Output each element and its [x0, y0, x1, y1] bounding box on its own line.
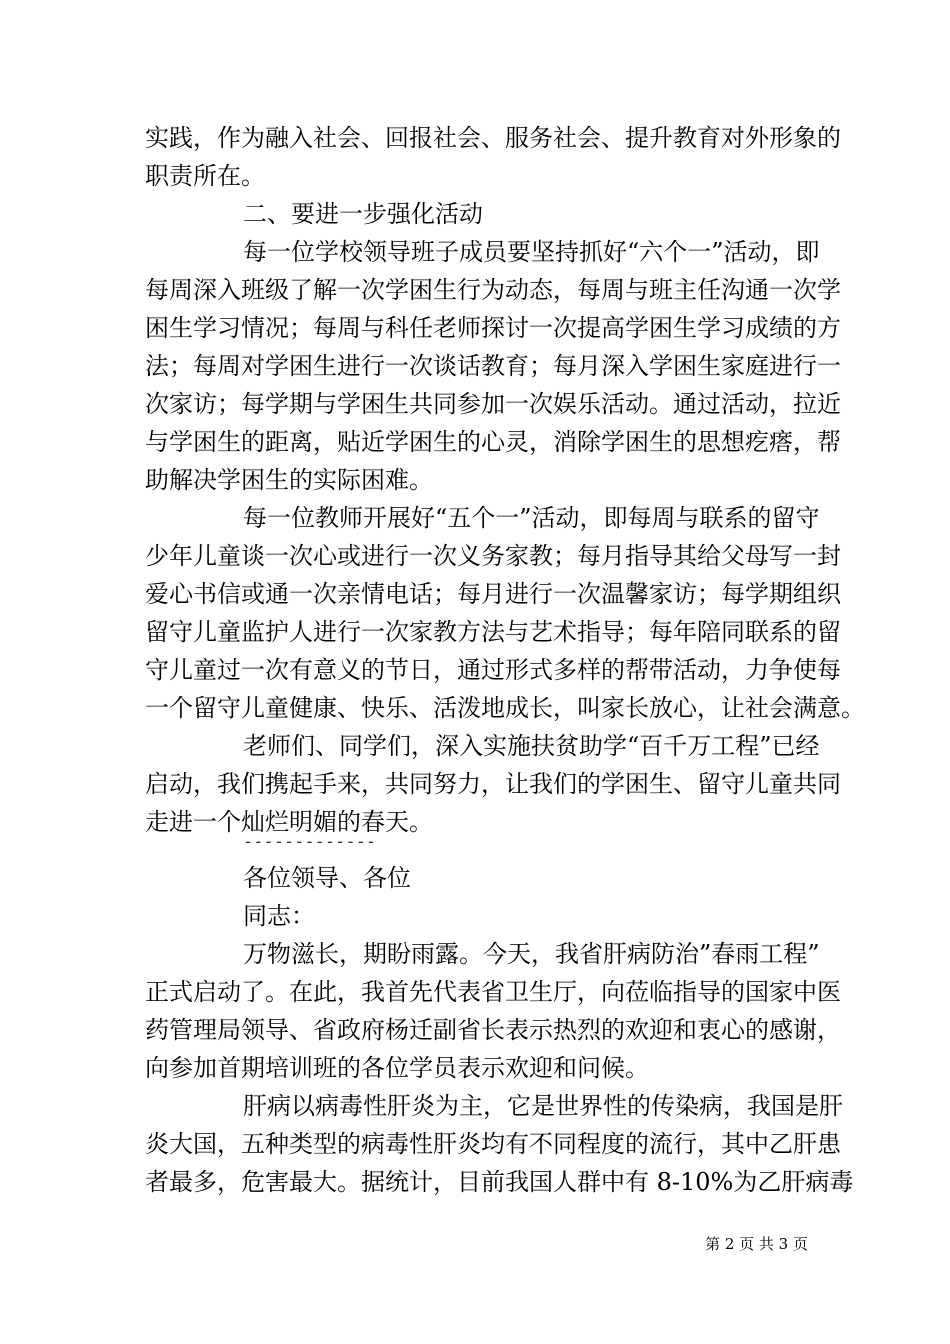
text-line: 向参加首期培训班的各位学员表示欢迎和问候。	[145, 1054, 649, 1082]
text-line: 走进一个灿烂明媚的春天。	[145, 808, 433, 836]
text-line: 职责所在。	[145, 162, 265, 190]
salutation-line: 各位领导、各位	[243, 864, 411, 892]
text-line: 每一位学校领导班子成员要坚持抓好“六个一”活动，即	[243, 238, 820, 266]
text-line: 助解决学困生的实际困难。	[145, 466, 433, 494]
text-line: 一个留守儿童健康、快乐、活泼地成长，叫家长放心，让社会满意。	[145, 694, 865, 722]
text-line: 每周深入班级了解一次学困生行为动态，每周与班主任沟通一次学	[145, 276, 841, 304]
salutation-line: 同志：	[243, 902, 315, 930]
text-line: 万物滋长，期盼雨露。今天，我省肝病防治”春雨工程”	[243, 940, 820, 968]
text-line: 守儿童过一次有意义的节日，通过形式多样的帮带活动，力争使每	[145, 656, 841, 684]
text-line: 法；每周对学困生进行一次谈话教育；每月深入学困生家庭进行一	[145, 352, 841, 380]
section-heading: 二、要进一步强化活动	[243, 200, 483, 228]
text-line: 正式启动了。在此，我首先代表省卫生厅，向莅临指导的国家中医	[145, 978, 841, 1006]
text-line: 老师们、同学们，深入实施扶贫助学“百千万工程”已经	[243, 732, 820, 760]
text-line: 每一位教师开展好“五个一”活动，即每周与联系的留守	[243, 504, 820, 532]
text-line: 次家访；每学期与学困生共同参加一次娱乐活动。通过活动，拉近	[145, 390, 841, 418]
section-divider: -------------	[243, 832, 377, 852]
text-line: 实践，作为融入社会、回报社会、服务社会、提升教育对外形象的	[145, 124, 841, 152]
text-line: 炎大国，五种类型的病毒性肝炎均有不同程度的流行，其中乙肝患	[145, 1130, 841, 1158]
text-line: 少年儿童谈一次心或进行一次义务家教；每月指导其给父母写一封	[145, 542, 841, 570]
text-line: 启动，我们携起手来，共同努力，让我们的学困生、留守儿童共同	[145, 770, 841, 798]
text-line: 肝病以病毒性肝炎为主，它是世界性的传染病，我国是肝	[243, 1092, 843, 1120]
page-number-footer: 第 2 页 共 3 页	[705, 1235, 808, 1253]
text-line: 困生学习情况；每周与科任老师探讨一次提高学困生学习成绩的方	[145, 314, 841, 342]
text-line: 爱心书信或通一次亲情电话；每月进行一次温馨家访；每学期组织	[145, 580, 841, 608]
text-line: 者最多，危害最大。据统计，目前我国人群中有 8-10%为乙肝病毒	[145, 1168, 854, 1196]
text-line: 药管理局领导、省政府杨迁副省长表示热烈的欢迎和衷心的感谢，	[145, 1016, 841, 1044]
text-line: 与学困生的距离，贴近学困生的心灵，消除学困生的思想疙瘩，帮	[145, 428, 841, 456]
text-line: 留守儿童监护人进行一次家教方法与艺术指导；每年陪同联系的留	[145, 618, 841, 646]
